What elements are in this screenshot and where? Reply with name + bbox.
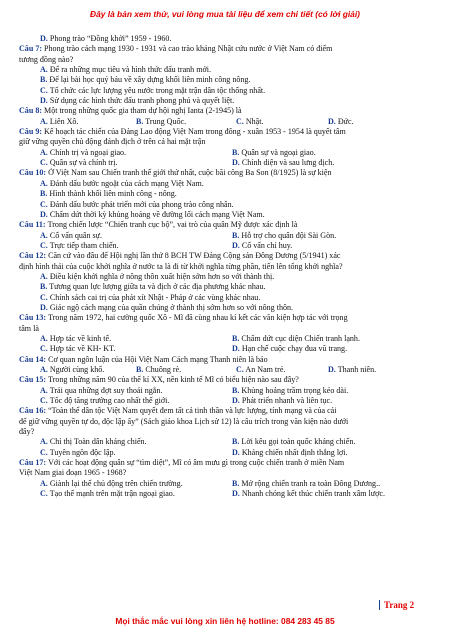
question-label: Câu 10:: [19, 168, 47, 178]
option-text: An Nam trẻ.: [245, 365, 286, 374]
answer-option: [40, 448, 232, 458]
option-letter: B.: [136, 365, 144, 374]
answer-option: [40, 148, 232, 158]
page-number-box: [379, 600, 414, 610]
question-label: Câu 17:: [19, 458, 47, 468]
question-line: [19, 220, 437, 230]
option-letter: A.: [40, 333, 48, 343]
option-letter: C.: [236, 365, 244, 374]
option-letter: A.: [40, 230, 48, 240]
answer-option: [40, 334, 232, 344]
option-text: Khủng hoảng trầm trọng kéo dài.: [241, 385, 349, 395]
option-letter: A.: [40, 147, 48, 157]
answer-option: [232, 241, 424, 251]
question-text: Ở Việt Nam sau Chiến tranh thế giới thứ nhất, cuộc bãi công Ba Son (8/1925) là sự kiện: [48, 168, 332, 178]
option-letter: A.: [40, 437, 48, 447]
option-letter: D.: [232, 344, 240, 354]
option-text: Hạn chế cuộc chạy đua vũ trang.: [241, 344, 348, 354]
answer-options: [19, 386, 437, 396]
option-letter: D.: [232, 447, 240, 457]
option-text: Hợp tác về KH- KT.: [49, 344, 116, 354]
option-letter: B.: [232, 385, 240, 395]
option-text: Tuyên ngôn độc lập.: [49, 447, 116, 457]
option-letter: A.: [40, 271, 48, 281]
option-letter: A.: [40, 178, 48, 188]
answer-option: [232, 396, 424, 406]
question-text: Trong năm 1972, hai cường quốc Xô - Mĩ đã cùng nhau kí kết các văn kiện hợp tác với trọng: [48, 313, 348, 323]
answer-options: [19, 344, 437, 354]
preview-banner: Đây là bản xem thử, vui lòng mua tài liệu để xem chi tiết (có lời giải): [90, 9, 360, 19]
option-text: Kháng chiến nhất định thắng lợi.: [241, 447, 348, 457]
answer-option: [40, 65, 211, 74]
question-text: Cơ quan ngôn luận của Hội Việt Nam Cách mạng Thanh niên là báo: [48, 354, 268, 364]
option-text: Nhanh chóng kết thúc chiến tranh xâm lược.: [241, 489, 385, 499]
question-text: Căn cứ vào đâu để Hội nghị lần thứ 8 BCH TW Đảng Cộng sản Đông Dương (5/1941) xác: [48, 251, 341, 261]
question-label: Câu 11:: [19, 220, 46, 230]
question-label: Câu 12:: [19, 251, 47, 261]
option-text: Quân sự và ngoại giao.: [241, 147, 316, 157]
option-letter: C.: [40, 199, 48, 209]
option-letter: B.: [232, 437, 240, 447]
option-letter: C.: [236, 116, 244, 126]
option-letter: B.: [232, 333, 240, 343]
answer-option: [40, 34, 171, 43]
option-text: Cố vấn chỉ huy.: [241, 240, 293, 250]
question-label: Câu 8:: [19, 106, 43, 116]
option-letter: C.: [40, 447, 48, 457]
answer-option: [232, 344, 424, 354]
option-letter: A.: [40, 116, 48, 126]
option-letter: D.: [232, 240, 240, 250]
question-text: Kế hoạch tác chiến của Đảng Lao động Việt Nam trong đông - xuân 1953 - 1954 là quyết tâm: [44, 127, 346, 137]
answer-options: [19, 272, 437, 282]
option-letter: C.: [40, 292, 48, 302]
page-label: Trang: [384, 600, 408, 610]
option-letter: B.: [232, 478, 240, 488]
answer-option: [40, 437, 232, 447]
answer-options: [19, 303, 437, 313]
option-letter: B.: [136, 116, 144, 126]
question-line: [19, 44, 437, 54]
option-letter: D.: [232, 158, 240, 168]
option-text: Chấm dứt thời kỳ khủng hoảng về đường lối cách mạng Việt Nam.: [49, 209, 265, 219]
answer-options: [19, 210, 437, 220]
answer-options: [19, 96, 437, 106]
answer-options: [19, 189, 437, 199]
option-letter: A.: [40, 65, 48, 75]
option-text: Tổ chức các lực lượng yêu nước trong mặt trận dân tộc thống nhất.: [49, 85, 266, 95]
answer-option: [232, 386, 424, 396]
answer-option: [40, 344, 232, 354]
option-letter: C.: [40, 489, 48, 499]
answer-options: [19, 231, 437, 241]
option-text: Trải qua những đợt suy thoái ngắn.: [49, 385, 163, 395]
option-text: Trực tiếp tham chiến.: [49, 240, 119, 250]
option-text: Chuông rè.: [145, 365, 182, 374]
answer-option: [232, 448, 424, 458]
option-text: Để lại bài học quý báu về xây dựng khối liên minh công nông.: [49, 75, 251, 85]
answer-option: [40, 86, 265, 95]
question-text: Việt Nam giai đoạn 1965 - 1968?: [19, 468, 127, 478]
question-text: đây?: [19, 427, 35, 437]
answer-options: [19, 489, 437, 499]
question-line: [19, 406, 437, 416]
option-letter: B.: [232, 147, 240, 157]
answer-option: [40, 293, 260, 302]
question-text: để giữ vững quyền tự do, độc lập ấy” (Sách giáo khoa Lịch sử 12) là câu trích trong văn kiện nào dưới: [19, 416, 349, 426]
question-text-continued: [19, 468, 437, 478]
option-letter: B.: [40, 282, 48, 292]
option-text: Tương quan lực lượng giữa ta và địch ở các địa phương khác nhau.: [49, 282, 266, 292]
answer-options: [19, 448, 437, 458]
answer-option: [40, 282, 266, 291]
question-label: Câu 16:: [19, 406, 47, 416]
question-text-continued: [19, 427, 437, 437]
answer-option: [136, 117, 236, 127]
question-text-continued: [19, 137, 437, 147]
option-text: Hợp tác về kinh tế.: [49, 333, 112, 343]
answer-option: [232, 158, 424, 168]
answer-option: [40, 210, 265, 219]
option-text: Để ra những mục tiêu và hình thức đấu tranh mới.: [49, 65, 211, 75]
question-line: [19, 251, 437, 261]
question-line: [19, 127, 437, 137]
option-text: Chỉ thị Toàn dân kháng chiến.: [49, 437, 147, 447]
question-text-continued: [19, 417, 437, 427]
answer-option: [40, 396, 232, 406]
answer-option: [232, 489, 424, 499]
option-letter: C.: [40, 344, 48, 354]
question-list: [19, 34, 437, 499]
answer-options: [19, 365, 437, 375]
option-letter: D.: [40, 302, 48, 312]
answer-option: [40, 200, 234, 209]
option-text: Quân sự và chính trị.: [49, 158, 118, 168]
question-label: Câu 14:: [19, 354, 47, 364]
answer-option: [40, 386, 232, 396]
answer-options: [19, 148, 437, 158]
question-text: giữ vững quyền chủ động đánh địch ở trên cả hai mặt trận: [19, 137, 206, 147]
option-text: Giác ngộ cách mạng của quần chúng ở thành thị sớm hơn so với nông thôn.: [49, 302, 294, 312]
option-text: Thanh niên.: [337, 365, 377, 374]
answer-options: [19, 117, 437, 127]
option-text: Trung Quốc.: [145, 116, 187, 126]
option-letter: A.: [40, 365, 48, 374]
option-text: Chính diện và sau lưng địch.: [241, 158, 335, 168]
question-line: [19, 375, 437, 385]
question-text-continued: [19, 262, 437, 272]
answer-options: [19, 241, 437, 251]
answer-option: [232, 437, 424, 447]
option-letter: D.: [40, 209, 48, 219]
option-text: Người cùng khổ.: [49, 365, 105, 374]
answer-options: [19, 86, 437, 96]
answer-options: [19, 158, 437, 168]
option-text: Hình thành khối liên minh công - nông.: [49, 189, 177, 199]
question-line: [19, 106, 437, 116]
question-line: [19, 313, 437, 323]
option-letter: C.: [40, 158, 48, 168]
answer-option: [136, 365, 236, 375]
question-text-continued: [19, 55, 437, 65]
option-letter: A.: [40, 478, 48, 488]
option-text: Điều kiện khởi nghĩa ở nông thôn xuất hiện sớm hơn so với thành thị.: [49, 271, 275, 281]
answer-option: [40, 489, 232, 499]
answer-options: [19, 437, 437, 447]
answer-option: [232, 479, 424, 489]
option-text: Phát triển nhanh và liên tục.: [241, 396, 333, 406]
answer-option: [40, 75, 250, 84]
option-text: Hỗ trợ cho quân đội Sài Gòn.: [241, 230, 337, 240]
question-text-continued: [19, 324, 437, 334]
question-text: Một trong những quốc gia tham dự hội nghị Ianta (2-1945) là: [44, 106, 242, 116]
question-text: “Toàn thể dân tộc Việt Nam quyết đem tất cả tinh thần và lực lượng, tính mạng và của cải: [48, 406, 337, 416]
option-text: Tốc độ tăng trưởng cao nhất thế giới.: [49, 396, 170, 406]
answer-options: [19, 75, 437, 85]
answer-option: [40, 303, 293, 312]
question-text: Với các hoạt động quân sự “tìm diệt”, Mĩ có âm mưu gì trong cuộc chiến tranh ở miền Nam: [48, 458, 345, 468]
option-letter: C.: [40, 396, 48, 406]
question-text: Trong những năm 90 của thế kỉ XX, nền kinh tế Mĩ có biểu hiện nào sau đây?: [48, 375, 299, 385]
answer-option: [40, 241, 232, 251]
option-text: Giành lại thế chủ động trên chiến trường.: [49, 478, 183, 488]
option-letter: D.: [232, 489, 240, 499]
answer-option: [40, 179, 204, 188]
answer-option: [40, 117, 136, 127]
answer-option: [40, 365, 136, 375]
option-letter: B.: [40, 75, 48, 85]
question-text: tương đồng nào?: [19, 54, 74, 64]
answer-options: [19, 200, 437, 210]
question-text: Trong chiến lược “Chiến tranh cục bộ”, vai trò của quân Mỹ được xác định là: [47, 220, 298, 230]
answer-options: [19, 282, 437, 292]
answer-option: [40, 231, 232, 241]
answer-options: [19, 396, 437, 406]
option-letter: B.: [40, 189, 48, 199]
question-label: Câu 15:: [19, 375, 47, 385]
question-label: Câu 13:: [19, 313, 47, 323]
question-label: Câu 9:: [19, 127, 43, 137]
answer-option: [232, 148, 424, 158]
answer-options: [19, 293, 437, 303]
answer-option: [40, 96, 234, 105]
answer-options: [19, 334, 437, 344]
question-line: [19, 355, 437, 365]
question-line: [19, 458, 437, 468]
answer-option: [236, 117, 328, 127]
question-text: Phong trào cách mạng 1930 - 1931 và cao trào kháng Nhật cứu nước ở Việt Nam có điểm: [44, 44, 333, 54]
answer-option: [40, 272, 274, 281]
question-text: định hình thái của cuộc khởi nghĩa ở nước ta là đi từ khởi nghĩa từng phần, tiến lên tổng khởi nghĩa?: [19, 261, 343, 271]
answer-option: [328, 365, 376, 375]
option-letter: C.: [40, 85, 48, 95]
answer-options: [19, 65, 437, 75]
question-line: [19, 168, 437, 178]
option-text: Cố vấn quân sự.: [49, 230, 103, 240]
answer-option: [40, 189, 177, 198]
option-letter: A.: [40, 385, 48, 395]
option-text: Mở rộng chiến tranh ra toàn Đông Dương..: [241, 478, 381, 488]
answer-options: [19, 179, 437, 189]
page-number: 2: [409, 600, 415, 610]
question-label: Câu 7:: [19, 44, 43, 54]
answer-option: [328, 117, 354, 127]
answer-option: [236, 365, 328, 375]
answer-options: [19, 479, 437, 489]
answer-option: [40, 479, 232, 489]
option-text: Đánh dấu bước phát triển mới của phong trào công nhân.: [49, 199, 234, 209]
option-text: Liên Xô.: [49, 116, 79, 126]
option-letter: D.: [232, 396, 240, 406]
option-text: Lời kêu gọi toàn quốc kháng chiến.: [241, 437, 356, 447]
hotline-footer: Mọi thắc mắc vui lòng xin liên hệ hotline: 084 283 45 85: [115, 616, 335, 626]
option-letter: B.: [232, 230, 240, 240]
option-letter: D.: [40, 34, 48, 43]
option-text: Chấm dứt cục diện Chiến tranh lạnh.: [241, 333, 360, 343]
answer-option: [40, 158, 232, 168]
option-letter: D.: [328, 116, 336, 126]
option-text: Chính trị và ngoại giao.: [49, 147, 127, 157]
option-text: Sử dụng các hình thức đấu tranh phong phú và quyết liệt.: [49, 96, 235, 106]
question-text: tâm là: [19, 323, 39, 333]
option-text: Tạo thế mạnh trên mặt trận ngoại giao.: [49, 489, 175, 499]
option-text: Phong trào “Đồng khởi” 1959 - 1960.: [49, 34, 172, 43]
option-text: Đức.: [337, 116, 354, 126]
option-letter: C.: [40, 240, 48, 250]
option-letter: D.: [328, 365, 336, 374]
answer-options: [19, 34, 437, 44]
option-text: Đánh dấu bước ngoặt của cách mạng Việt Nam.: [49, 178, 204, 188]
option-text: Chính sách cai trị của phát xít Nhật - Pháp ở các vùng khác nhau.: [49, 292, 261, 302]
option-text: Nhật.: [245, 116, 264, 126]
answer-option: [232, 334, 424, 344]
answer-option: [232, 231, 424, 241]
option-letter: D.: [40, 96, 48, 106]
